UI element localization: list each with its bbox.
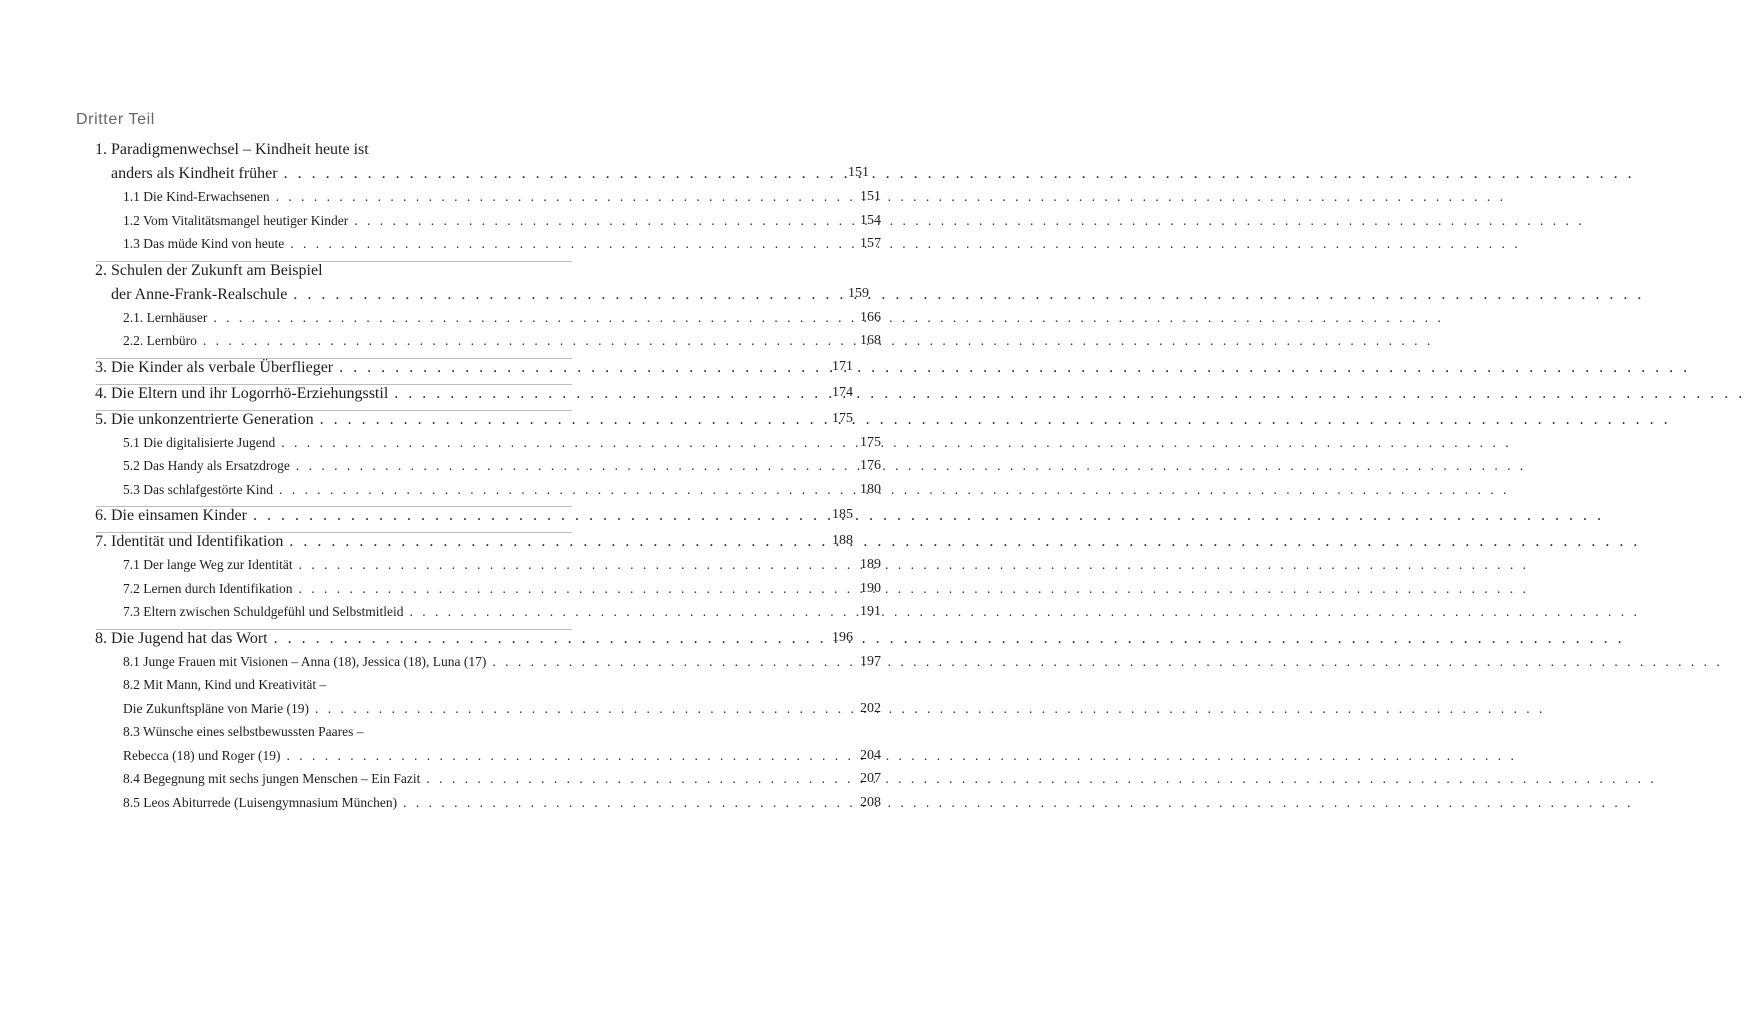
section-entry-title: 5.1 Die digitalisierte Jugend <box>123 434 276 450</box>
leader-dots <box>268 630 698 648</box>
page-number: 175 <box>860 434 881 450</box>
leader-dots <box>486 654 888 670</box>
leader-dots <box>420 771 822 787</box>
part-title: Dritter Teil <box>76 111 155 128</box>
section-entry <box>0 748 1032 772</box>
page-number: 197 <box>860 653 881 669</box>
leader-dots <box>314 411 744 429</box>
section-entry-title: 1.3 Das müde Kind von heute <box>123 236 285 251</box>
page-number: 204 <box>860 747 881 763</box>
section-entry-title: 7.1 Der lange Weg zur Identität <box>123 557 293 572</box>
chapter-entry <box>0 507 1004 531</box>
page-number: 208 <box>860 794 881 810</box>
leader-dots <box>247 507 677 525</box>
section-entry-title: 2.2. Lernbüro <box>123 333 197 348</box>
leader-dots <box>273 482 675 498</box>
leader-dots <box>309 701 711 717</box>
section-entry <box>0 795 1032 819</box>
chapter-entry <box>0 385 1004 409</box>
section-entry-title: 8.3 Wünsche eines selbstbewussten Paares – <box>123 724 364 739</box>
page-number: 166 <box>860 309 881 325</box>
page-number: 151 <box>848 165 869 180</box>
chapter-entry-title: 6. Die einsamen Kinder <box>95 507 247 524</box>
section-entry <box>0 724 842 748</box>
page-number: 168 <box>860 333 881 348</box>
chapter-entry-title: anders als Kindheit früher <box>111 165 278 182</box>
section-entry <box>0 435 1032 459</box>
chapter-entry-title: 3. Die Kinder als verbale Überflieger <box>95 358 334 376</box>
leader-dots <box>293 557 695 573</box>
leader-dots <box>283 533 713 551</box>
chapter-entry <box>0 630 1004 654</box>
section-entry <box>0 189 1032 213</box>
section-entry <box>0 213 1032 237</box>
section-entry <box>0 333 1032 357</box>
page-number: 202 <box>860 700 881 716</box>
page-number: 190 <box>860 580 881 596</box>
leader-dots <box>284 236 686 252</box>
section-entry <box>0 581 1032 605</box>
section-entry-title: 8.4 Begegnung mit sechs jungen Menschen – Ein Fazit <box>123 771 421 786</box>
leader-dots <box>197 333 599 349</box>
leader-dots <box>270 189 672 205</box>
section-entry-title: 5.2 Das Handy als Ersatzdroge <box>123 458 290 473</box>
section-entry-title: 7.2 Lernen durch Identifikation <box>123 580 293 596</box>
section-entry <box>0 604 1032 628</box>
section-entry-title: 2.1. Lernhäuser <box>123 309 208 325</box>
page-number: 154 <box>860 212 881 228</box>
section-entry <box>0 701 1032 725</box>
page-number: 191 <box>860 604 881 619</box>
section-entry-title: Die Zukunftspläne von Marie (19) <box>123 700 309 716</box>
section-entry <box>0 458 1032 482</box>
leader-dots <box>397 795 799 811</box>
leader-dots <box>292 581 694 597</box>
page-number: 189 <box>860 557 881 572</box>
chapter-entry-title: 1. Paradigmenwechsel – Kindheit heute ist <box>95 141 369 158</box>
section-entry <box>0 654 1032 678</box>
leader-dots <box>287 286 701 304</box>
section-entry-title: 1.2 Vom Vitalitätsmangel heutiger Kinder <box>123 212 349 228</box>
leader-dots <box>290 458 692 474</box>
section-entry-title: 8.5 Leos Abiturrede (Luisengymnasium München) <box>123 794 398 810</box>
leader-dots <box>348 213 750 229</box>
chapter-entry <box>0 165 1020 189</box>
section-entry-title: 8.1 Junge Frauen mit Visionen – Anna (18), Jessica (18), Luna (17) <box>123 653 487 669</box>
chapter-entry <box>0 286 1020 310</box>
chapter-entry <box>0 411 1004 435</box>
section-entry-title: 8.2 Mit Mann, Kind und Kreativität – <box>123 677 327 692</box>
leader-dots <box>275 435 677 451</box>
page-number: 207 <box>860 771 881 786</box>
page-number: 188 <box>832 533 853 548</box>
section-entry <box>0 236 1032 260</box>
chapter-entry-title: 8. Die Jugend hat das Wort <box>95 629 268 647</box>
page-number: 157 <box>860 236 881 251</box>
chapter-entry <box>0 262 814 286</box>
chapter-entry <box>0 533 1004 557</box>
chapter-entry-title: der Anne-Frank-Realschule <box>111 285 288 303</box>
chapter-entry <box>0 141 814 165</box>
chapter-entry-title: 4. Die Eltern und ihr Logorrhö-Erziehungsstil <box>95 384 389 402</box>
page-number: 159 <box>848 285 869 301</box>
leader-dots <box>403 604 805 620</box>
section-entry <box>0 557 1032 581</box>
section-entry-title: 7.3 Eltern zwischen Schuldgefühl und Selbstmitleid <box>123 604 404 619</box>
page-number: 196 <box>832 629 853 645</box>
page-number: 185 <box>832 507 853 522</box>
page-number: 171 <box>832 358 853 374</box>
chapter-entry-title: 5. Die unkonzentrierte Generation <box>95 410 314 428</box>
section-entry <box>0 677 842 701</box>
page-number: 176 <box>860 458 881 473</box>
leader-dots <box>388 385 818 403</box>
section-entry-title: 5.3 Das schlafgestörte Kind <box>123 481 273 497</box>
section-entry <box>0 771 1032 795</box>
chapter-entry-title: 7. Identität und Identifikation <box>95 533 284 550</box>
leader-dots <box>278 165 692 183</box>
page-number: 151 <box>860 189 881 204</box>
section-entry-title: 1.1 Die Kind-Erwachsenen <box>123 189 270 204</box>
leader-dots <box>333 359 763 377</box>
page-number: 174 <box>832 384 853 400</box>
leader-dots <box>280 748 682 764</box>
page-number: 175 <box>832 410 853 426</box>
leader-dots <box>207 310 609 326</box>
page-number: 180 <box>860 481 881 497</box>
chapter-entry-title: 2. Schulen der Zukunft am Beispiel <box>95 261 323 279</box>
section-entry <box>0 310 1032 334</box>
section-entry-title: Rebecca (18) und Roger (19) <box>123 747 281 763</box>
chapter-entry <box>0 359 1004 383</box>
section-entry <box>0 482 1032 506</box>
